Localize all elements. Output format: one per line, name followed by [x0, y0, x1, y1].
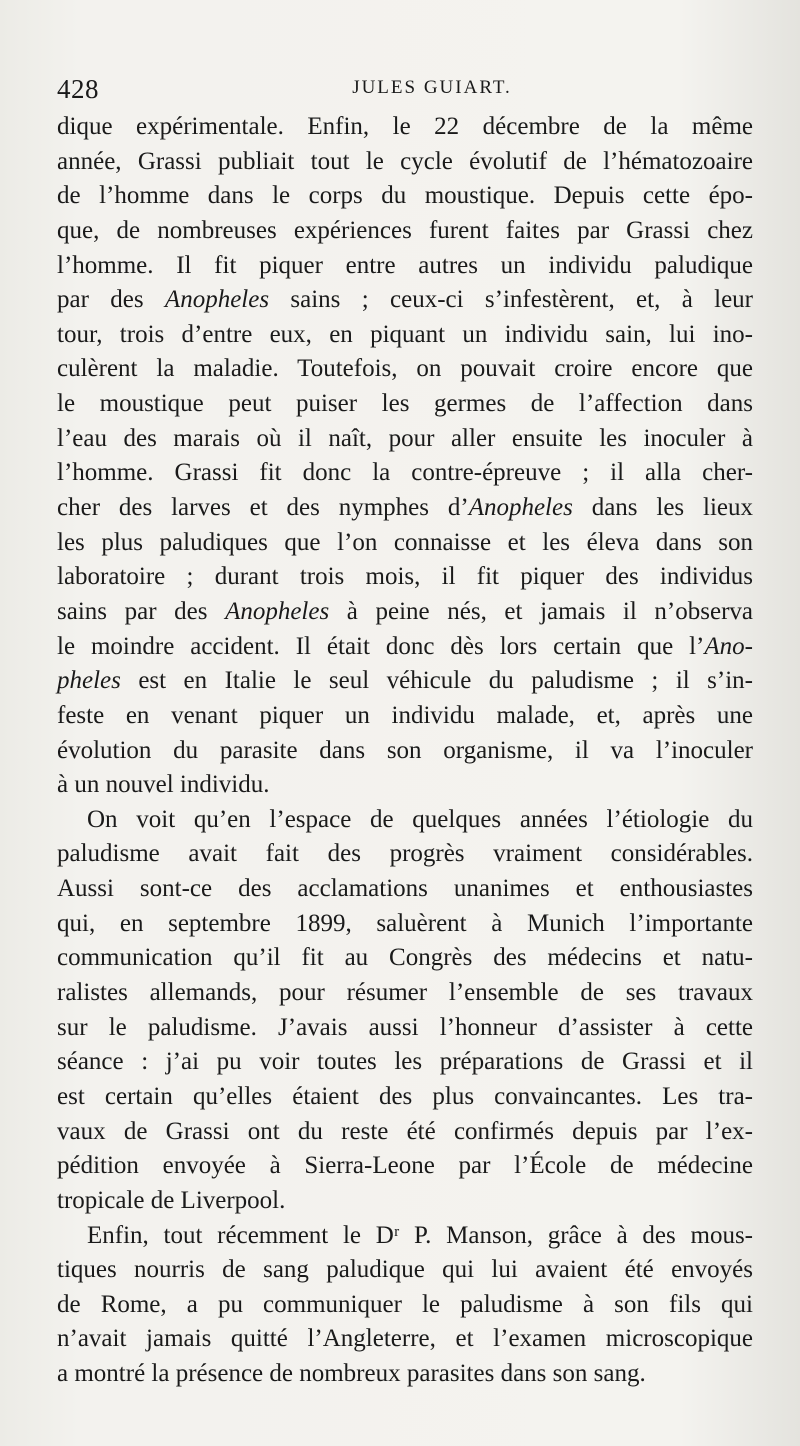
- text-run: année, Grassi publiait tout le cycle évolutif de l’hématozoaire: [57, 147, 753, 175]
- text-run: tiques nourris de sang paludique qui lui avaient été envoyés: [57, 1256, 753, 1284]
- text-line: [57, 907, 753, 942]
- paragraph: [57, 110, 753, 803]
- text-run: évolution du parasite dans son organisme, il va l’inoculer: [57, 736, 753, 764]
- text-run: culèrent la maladie. Toutefois, on pouvait croire encore que: [57, 355, 753, 383]
- text-line: [57, 422, 753, 457]
- text-line: [57, 110, 753, 145]
- text-line: [57, 1149, 753, 1184]
- text-run: feste en venant piquer un individu malade, et, après une: [57, 701, 753, 729]
- text-line: [57, 768, 753, 803]
- italic-term: pheles: [57, 667, 121, 695]
- text-run: vaux de Grassi ont du reste été confirmés depuis par l’ex-: [57, 1117, 753, 1145]
- text-line: [57, 699, 753, 734]
- page-header: [57, 74, 747, 108]
- text-run: paludisme avait fait des progrès vraiment considérables.: [57, 840, 753, 868]
- text-line: [57, 1115, 753, 1150]
- paragraph: [57, 803, 753, 1219]
- text-run: sur le paludisme. J’avais aussi l’honneur d’assister à cette: [57, 1013, 753, 1041]
- text-run: de Rome, a pu communiquer le paludisme à son fils qui: [57, 1290, 753, 1318]
- text-run: à peine nés, et jamais il n’observa: [329, 597, 753, 625]
- text-line: [57, 249, 753, 284]
- text-line: [57, 734, 753, 769]
- text-run: que, de nombreuses expériences furent faites par Grassi chez: [57, 216, 753, 244]
- paragraph: [57, 1219, 753, 1392]
- text-run: est en Italie le seul véhicule du paludisme ; il s’in-: [120, 667, 753, 695]
- text-line: [57, 1045, 753, 1080]
- text-line: [57, 491, 753, 526]
- text-line: [57, 1288, 753, 1323]
- running-head: JULES GUIART.: [352, 77, 512, 98]
- text-line: [57, 803, 753, 838]
- body-text: [57, 110, 753, 1392]
- text-run: l’homme. Grassi fit donc la contre-épreuve ; il alla cher-: [57, 459, 753, 487]
- page-number: 428: [57, 74, 99, 104]
- text-run: a montré la présence de nombreux parasites dans son sang.: [57, 1360, 646, 1388]
- text-line: [57, 837, 753, 872]
- text-run: On voit qu’en l’espace de quelques années l’étiologie du: [87, 805, 753, 833]
- text-line: [57, 976, 753, 1011]
- text-run: séance : j’ai pu voir toutes les préparations de Grassi et il: [57, 1048, 753, 1076]
- text-line: [57, 1011, 753, 1046]
- text-line: [57, 595, 753, 630]
- text-run: par des: [57, 286, 165, 314]
- text-line: [57, 214, 753, 249]
- text-line: [57, 1219, 753, 1254]
- text-line: [57, 630, 753, 665]
- text-line: [57, 560, 753, 595]
- text-run: ralistes allemands, pour résumer l’ensemble de ses travaux: [57, 979, 753, 1007]
- text-run: laboratoire ; durant trois mois, il fit piquer des individus: [57, 563, 753, 591]
- text-line: [57, 526, 753, 561]
- text-run: Enfin, tout récemment le Dʳ P. Manson, grâce à des mous-: [87, 1221, 753, 1249]
- text-line: [57, 1184, 753, 1219]
- text-line: [57, 872, 753, 907]
- text-line: [57, 145, 753, 180]
- text-line: [57, 318, 753, 353]
- text-run: à un nouvel individu.: [57, 771, 270, 799]
- text-line: [57, 941, 753, 976]
- text-run: tropicale de Liverpool.: [57, 1186, 286, 1214]
- text-run: dans les lieux: [572, 494, 754, 522]
- text-run: communication qu’il fit au Congrès des médecins et natu-: [57, 944, 753, 972]
- text-run: sains par des: [57, 597, 226, 625]
- text-line: [57, 1357, 753, 1392]
- italic-term: Anopheles: [225, 597, 330, 625]
- text-run: le moustique peut puiser les germes de l’affection dans: [57, 390, 753, 418]
- text-run: qui, en septembre 1899, saluèrent à Munich l’importante: [57, 909, 753, 937]
- text-line: [57, 1253, 753, 1288]
- text-line: [57, 1322, 753, 1357]
- text-run: sains ; ceux-ci s’infestèrent, et, à leur: [269, 286, 753, 314]
- text-line: [57, 387, 753, 422]
- text-line: [57, 664, 753, 699]
- italic-term: Ano-: [704, 632, 753, 660]
- text-line: [57, 1080, 753, 1115]
- text-run: l’eau des marais où il naît, pour aller ensuite les inoculer à: [57, 424, 753, 452]
- text-line: [57, 179, 753, 214]
- text-run: l’homme. Il fit piquer entre autres un individu paludique: [57, 251, 753, 279]
- italic-term: Anopheles: [164, 286, 270, 314]
- text-line: [57, 352, 753, 387]
- text-run: tour, trois d’entre eux, en piquant un individu sain, lui ino-: [57, 320, 753, 348]
- text-run: Aussi sont-ce des acclamations unanimes et enthousiastes: [57, 875, 753, 903]
- text-run: pédition envoyée à Sierra-Leone par l’École de médecine: [57, 1152, 753, 1180]
- text-run: dique expérimentale. Enfin, le 22 décembre de la même: [57, 113, 753, 140]
- italic-term: Anopheles: [468, 494, 573, 522]
- text-run: le moindre accident. Il était donc dès lors certain que l’: [57, 632, 705, 660]
- text-run: les plus paludiques que l’on connaisse et les éleva dans son: [57, 528, 753, 556]
- text-line: [57, 456, 753, 491]
- text-run: cher des larves et des nymphes d’: [57, 494, 469, 522]
- text-run: est certain qu’elles étaient des plus convaincantes. Les tra-: [57, 1082, 753, 1110]
- text-run: de l’homme dans le corps du moustique. Depuis cette épo-: [57, 182, 753, 210]
- text-line: [57, 283, 753, 318]
- text-run: n’avait jamais quitté l’Angleterre, et l’examen microscopique: [57, 1325, 753, 1353]
